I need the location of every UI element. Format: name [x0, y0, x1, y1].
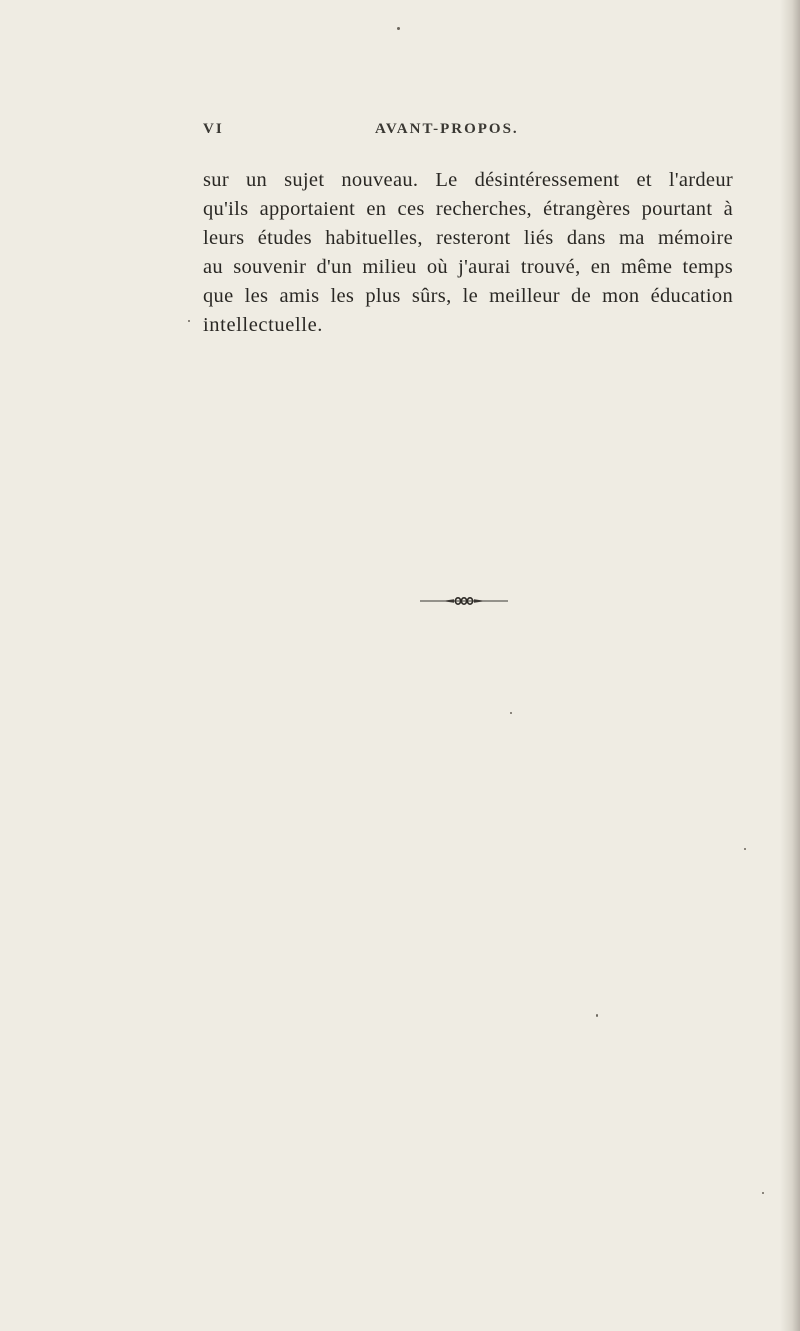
text-line: qu'ils apportaient en ces recherches, étrangères pourtant à [203, 198, 733, 220]
body-text [203, 166, 733, 340]
running-head [203, 121, 723, 141]
text-line: intellectuelle. [203, 314, 323, 336]
text-line: que les amis les plus sûrs, le meilleur de mon éducation [203, 285, 733, 307]
tailpiece-fleuron-icon [420, 595, 508, 607]
text-line: au souvenir d'un milieu où j'aurai trouvé, en même temps [203, 256, 733, 278]
text-line: sur un sujet nouveau. Le désintéressement et l'ardeur [203, 169, 733, 191]
running-head-title: AVANT-PROPOS. [375, 121, 519, 137]
text-line: leurs études habituelles, resteront liés dans ma mémoire [203, 227, 733, 249]
page-number: VI [203, 121, 224, 137]
